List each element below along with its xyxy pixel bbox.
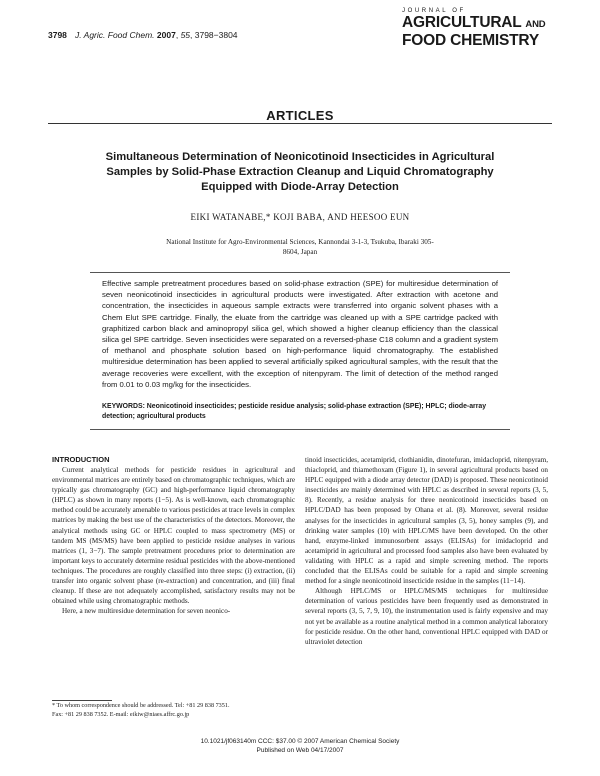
journal-citation: J. Agric. Food Chem. 2007, 55, 3798−3804 <box>75 30 238 40</box>
section-label: ARTICLES <box>266 108 334 123</box>
section-rule <box>48 123 552 124</box>
footnote-rule <box>52 700 112 701</box>
journal-logo-line1: JOURNAL OF <box>402 8 466 14</box>
intro-paragraph: Although HPLC/MS or HPLC/MS/MS techniques for multiresidue determination of various pesticides have been frequently used as demonstrated in several reports (3, 5, 7, 9, 10), the instrumentation used is fairly expensive and may not yet be available as a routine analytical method in a common analytical laboratory for pesticide residue. On the other hand, conventional HPLC equipped with DAD or ultraviolet detection <box>305 587 548 646</box>
keywords-list: Neonicotinoid insecticides; pesticide residue analysis; solid-phase extraction (SPE); HPLC; diode-array detection; agricultural products <box>102 403 487 421</box>
citation-year: 2007 <box>156 30 176 40</box>
footer-published-line: Published on Web 04/17/2007 <box>256 746 344 754</box>
journal-logo-line3: FOOD CHEMISTRY <box>402 32 539 49</box>
footnote-line: Fax: +81 29 838 7352. E-mail: eikiw@niaes.affrc.go.jp <box>52 710 190 718</box>
citation-volume: 55 <box>180 30 191 40</box>
abstract-text: Effective sample pretreatment procedures based on solid-phase extraction (SPE) for multiresidue determination of seven neonicotinoid insecticides in agricultural products were investigated. After extraction with acetone and concentration, the insecticides in aqueous sample extracts were transferred into organic solvent phases with a Chem Elut SPE cartridge. Finally, the eluate from the cartridge was cleaned up with a SPE cartridge packed with graphitized carbon black and aminopropyl silica gel, which showed a higher cleanup efficiency than the classical silica gel SPE cartridge. Seven insecticides were separated on a reversed-phase C18 column and a gradient system of methanol and phosphate solution based on high-performance liquid chromatography. The established multiresidue determination has been applied to several artificially spiked agricultural samples, with the result that the average recoveries were excellent, with the exception of nitenpyram. The limit of detection of the method ranged from 0.01 to 0.03 mg/kg for the insecticides. <box>102 279 498 389</box>
author-list: EIKI WATANABE,* KOJI BABA, AND HEESOO EUN <box>190 212 410 222</box>
author-affiliation: National Institute for Agro-Environmental Sciences, Kannondai 3-1-3, Tsukuba, Ibaraki 305-8604, Japan <box>166 238 434 256</box>
article-title: Simultaneous Determination of Neonicotinoid Insecticides in Agricultural Samples by Solid-Phase Extraction Cleanup and Liquid Chromatography Equipped with Diode-Array Detection <box>105 151 495 193</box>
right-column <box>305 455 548 647</box>
citation-pages: , 3798−3804 <box>190 30 238 40</box>
footnote-line: * To whom correspondence should be addressed. Tel: +81 29 838 7351. <box>52 702 230 709</box>
keywords-label: KEYWORDS: <box>102 403 145 411</box>
intro-paragraph: Here, a new multiresidue determination for seven neonico- <box>62 607 231 616</box>
footer-doi-line: 10.1021/jf063140m CCC: $37.00 © 2007 American Chemical Society <box>200 738 400 745</box>
intro-heading: INTRODUCTION <box>52 455 110 464</box>
abstract-box <box>90 272 510 430</box>
page-number: 3798 <box>48 30 67 40</box>
intro-paragraph: tinoid insecticides, acetamiprid, clothianidin, dinotefuran, imidacloprid, nitenpyram, thiacloprid, and thiamethoxam (Figure 1), in several agricultural products based on HPLC equipped with a diode array detector (DAD) is proposed. These neonicotinoid insecticides are mainly determined with HPLC as described in several reports (3, 5, 8). Recently, a residue analysis for three neonicotinoid insecticides based on HPLC/DAD has been proposed by Ohana et al. (8). Moreover, several residue analyses for the insecticides in agricultural samples (3, 5), honey samples (9), and drinking water samples (10) with HPLC/MS have been developed. On the other hand, enzyme-linked immunosorbent assays (ELISAs) for imidacloprid and acetamiprid in agricultural and processed food samples also have been evaluated by validating with HPLC as a rapid and simple screening method. The reports concluded that the ELISAs could be suitable for a rapid and simple screening method for a single neonicotinoid insecticide residue in the samples (11−14). <box>305 456 548 586</box>
journal-logo-line2: AGRICULTURAL <box>402 14 522 31</box>
page-footer <box>0 738 600 755</box>
left-column <box>52 465 295 616</box>
intro-paragraph: Current analytical methods for pesticide residues in agricultural and environmental matrices are entirely based on chromatographic techniques, which are typically gas chromatography (GC) and high-performance liquid chromatography (HPLC) as shown in many reports (1−5). As is well-known, each chromatographic method could be accurately amenable to various pesticides at trace levels in complex matrices by making the best use of the characteristics of the detectors. Moreover, the analytical methods using GC or HPLC coupled to mass spectrometry (MS) or tandem MS (MS/MS) have been applied to pesticide residue analyses in various matrices (1, 3−7). The sample pretreatment procedures prior to determination are important keys to accurately determine residual pesticides with the above-mentioned techniques. The procedures are roughly classified into three steps: (i) extraction, (ii) transfer into organic solvent phase (re-extraction) and concentration, and (iii) final cleanup. If these are not adequately accomplished, satisfactory results may not be obtained while using chromatographic methods. <box>52 466 295 606</box>
journal-logo <box>402 8 560 49</box>
journal-logo-and: AND <box>525 19 546 30</box>
keywords <box>102 402 498 423</box>
correspondence-footnote <box>52 702 295 719</box>
journal-abbrev: J. Agric. Food Chem. <box>75 30 155 40</box>
